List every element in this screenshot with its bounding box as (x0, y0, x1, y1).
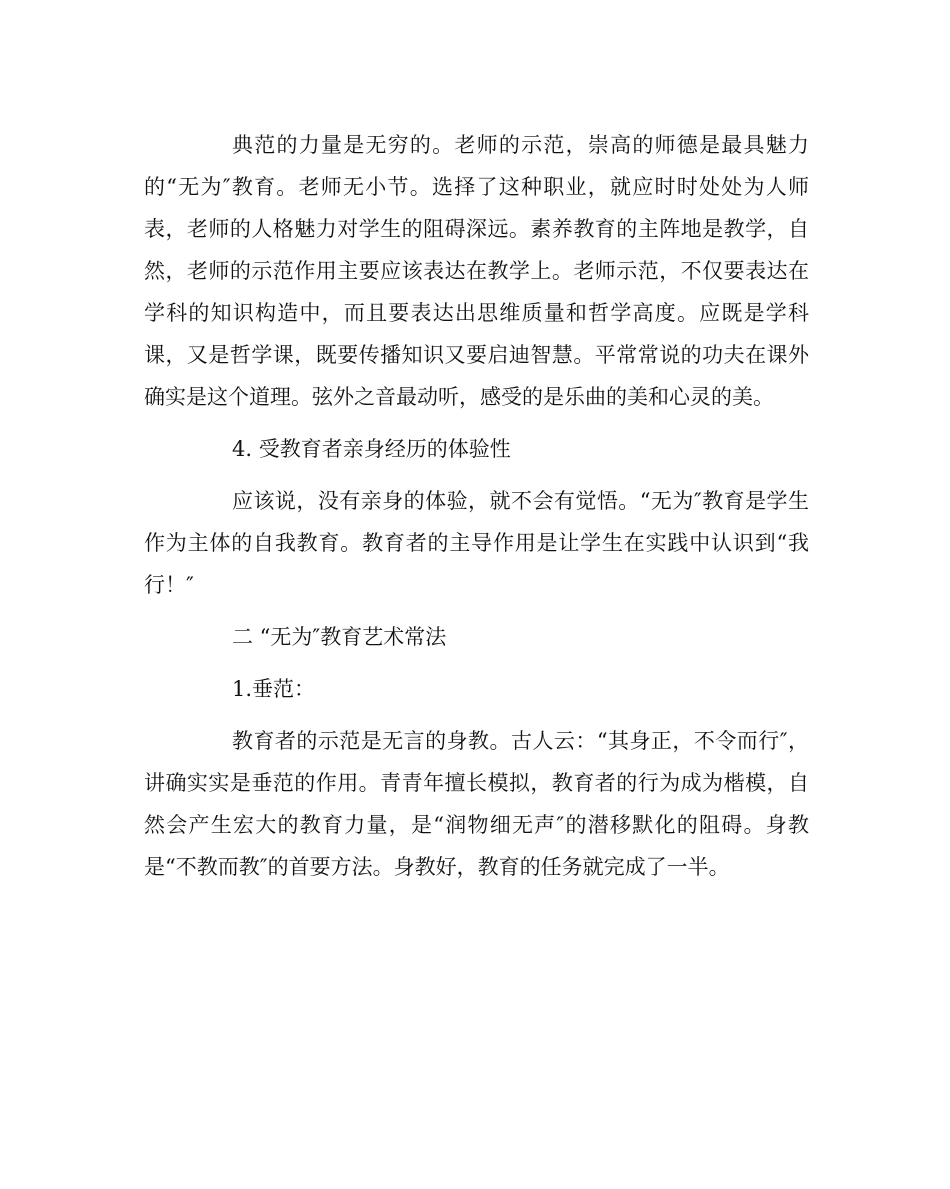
paragraph-role-model: 教育者的示范是无言的身教。古人云：“其身正，不令而行″，讲确实实是垂范的作用。青青年擅长模拟，教育者的行为成为楷模，自然会产生宏大的教育力量，是“润物细无声″的潜移默化的阻碍。身教是“不教而教″的首要方法。身教好，教育的任务就完成了一半。 (144, 729, 809, 879)
document-body (144, 124, 809, 898)
subheading-role-model: 1.垂范： (232, 677, 316, 701)
paragraph-exemplar-power: 典范的力量是无穷的。老师的示范，崇高的师德是最具魅力的“无为″教育。老师无小节。选择了这种职业，就应时时处处为人师表，老师的人格魅力对学生的阻碍深远。素养教育的主阵地是教学，自然，老师的示范作用主要应该表达在教学上。老师示范，不仅要表达在学科的知识构造中，而且要表达出思维质量和哲学高度。应既是学科课，又是哲学课，既要传播知识又要启迪智慧。平常常说的功夫在课外确实是这个道理。弦外之音最动听，感受的是乐曲的美和心灵的美。 (144, 133, 809, 409)
section-heading-methods: 二 “无为″教育艺术常法 (232, 625, 447, 649)
paragraph-experience: 应该说，没有亲身的体验，就不会有觉悟。“无为″教育是学生作为主体的自我教育。教育者的主导作用是让学生在实践中认识到“我行！″ (144, 489, 809, 597)
section-heading-experience: 4. 受教育者亲身经历的体验性 (232, 437, 511, 461)
